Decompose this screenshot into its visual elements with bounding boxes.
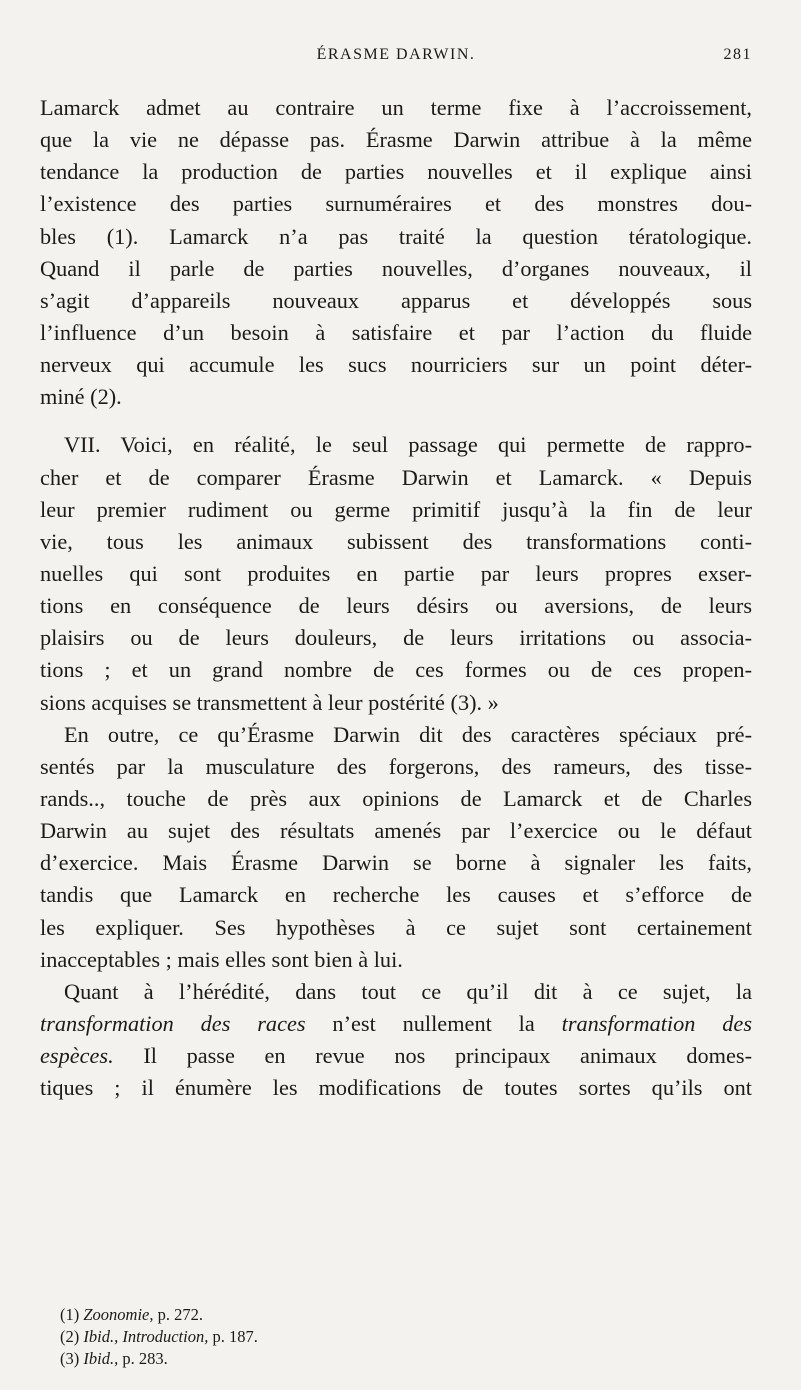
text-line: l’existence des parties surnuméraires et des monstres dou-	[40, 191, 752, 217]
footnotes	[60, 1304, 750, 1370]
text-line: inacceptables ; mais elles sont bien à lui.	[40, 946, 403, 972]
footnote	[60, 1348, 750, 1370]
footnote	[60, 1326, 750, 1348]
text-fragment: n’est nullement la	[332, 1010, 535, 1036]
text-line: tiques ; il énumère les modifications de toutes sortes qu’ils ont	[40, 1075, 752, 1101]
text-line: rands.., touche de près aux opinions de Lamarck et de Charles	[40, 785, 752, 811]
text-line: tendance la production de parties nouvelles et il explique ainsi	[40, 159, 752, 185]
text-line: sentés par la musculature des forgerons, des rameurs, des tisse-	[40, 753, 752, 779]
text-line: cher et de comparer Érasme Darwin et Lamarck. « Depuis	[40, 464, 752, 490]
text-line: Darwin au sujet des résultats amenés par l’exercice ou le défaut	[40, 818, 752, 844]
text-line: Quand il parle de parties nouvelles, d’organes nouveaux, il	[40, 255, 752, 281]
paragraph-3	[40, 1008, 752, 1104]
text-line: tandis que Lamarck en recherche les causes et s’efforce de	[40, 882, 752, 908]
footnote	[60, 1304, 750, 1326]
footnote-source: Ibid.,	[83, 1349, 119, 1368]
text-line: l’influence d’un besoin à satisfaire et par l’action du fluide	[40, 319, 752, 345]
text-line: nerveux qui accumule les sucs nourriciers sur un point déter-	[40, 352, 752, 378]
text-line: tions ; et un grand nombre de ces formes ou de ces propen-	[40, 657, 752, 683]
text-line: leur premier rudiment ou germe primitif jusqu’à la fin de leur	[40, 496, 752, 522]
text-line: nuelles qui sont produites en partie par leurs propres exser-	[40, 560, 752, 586]
page-number: 281	[723, 46, 752, 63]
text-line: que la vie ne dépasse pas. Érasme Darwin attribue à la même	[40, 127, 752, 153]
footnote-marker: (1)	[60, 1305, 80, 1324]
text-line	[40, 1040, 752, 1072]
italic-phrase: espèces.	[40, 1043, 114, 1069]
text-line: s’agit d’appareils nouveaux apparus et développés sous	[40, 287, 752, 313]
text-line: plaisirs ou de leurs douleurs, de leurs irritations ou associa-	[40, 625, 752, 651]
text-line: d’exercice. Mais Érasme Darwin se borne à signaler les faits,	[40, 850, 752, 876]
text-line: tions en conséquence de leurs désirs ou aversions, de leurs	[40, 593, 752, 619]
footnote-page: p. 272.	[157, 1305, 203, 1324]
text-fragment: Il passe en revue nos principaux animaux domes-	[143, 1043, 752, 1069]
text-line: bles (1). Lamarck n’a pas traité la question tératologique.	[40, 223, 752, 249]
text-line: miné (2).	[40, 384, 122, 410]
paragraph-2	[40, 429, 752, 1008]
italic-phrase: transformation des	[561, 1010, 752, 1036]
footnote-marker: (3)	[60, 1349, 80, 1368]
paragraph-1	[40, 92, 752, 413]
footnote-source: Ibid., Introduction,	[83, 1327, 209, 1346]
footnote-marker: (2)	[60, 1327, 80, 1346]
italic-phrase: transformation des races	[40, 1010, 306, 1036]
text-line	[40, 1008, 752, 1040]
running-title: ÉRASME DARWIN.	[316, 46, 476, 63]
body-text	[40, 92, 752, 1104]
footnote-page: p. 187.	[212, 1327, 258, 1346]
footnote-page: p. 283.	[122, 1349, 168, 1368]
text-line: VII. Voici, en réalité, le seul passage qui permette de rappro-	[64, 432, 752, 458]
footnote-source: Zoonomie,	[83, 1305, 154, 1324]
text-line: Quant à l’hérédité, dans tout ce qu’il dit à ce sujet, la	[64, 978, 752, 1004]
text-line: sions acquises se transmettent à leur postérité (3). »	[40, 689, 499, 715]
text-line: vie, tous les animaux subissent des transformations conti-	[40, 528, 752, 554]
text-line: les expliquer. Ses hypothèses à ce sujet sont certainement	[40, 914, 752, 940]
text-line: En outre, ce qu’Érasme Darwin dit des caractères spéciaux pré-	[64, 721, 752, 747]
text-line: Lamarck admet au contraire un terme fixe à l’accroissement,	[40, 95, 752, 120]
running-header	[40, 46, 752, 76]
